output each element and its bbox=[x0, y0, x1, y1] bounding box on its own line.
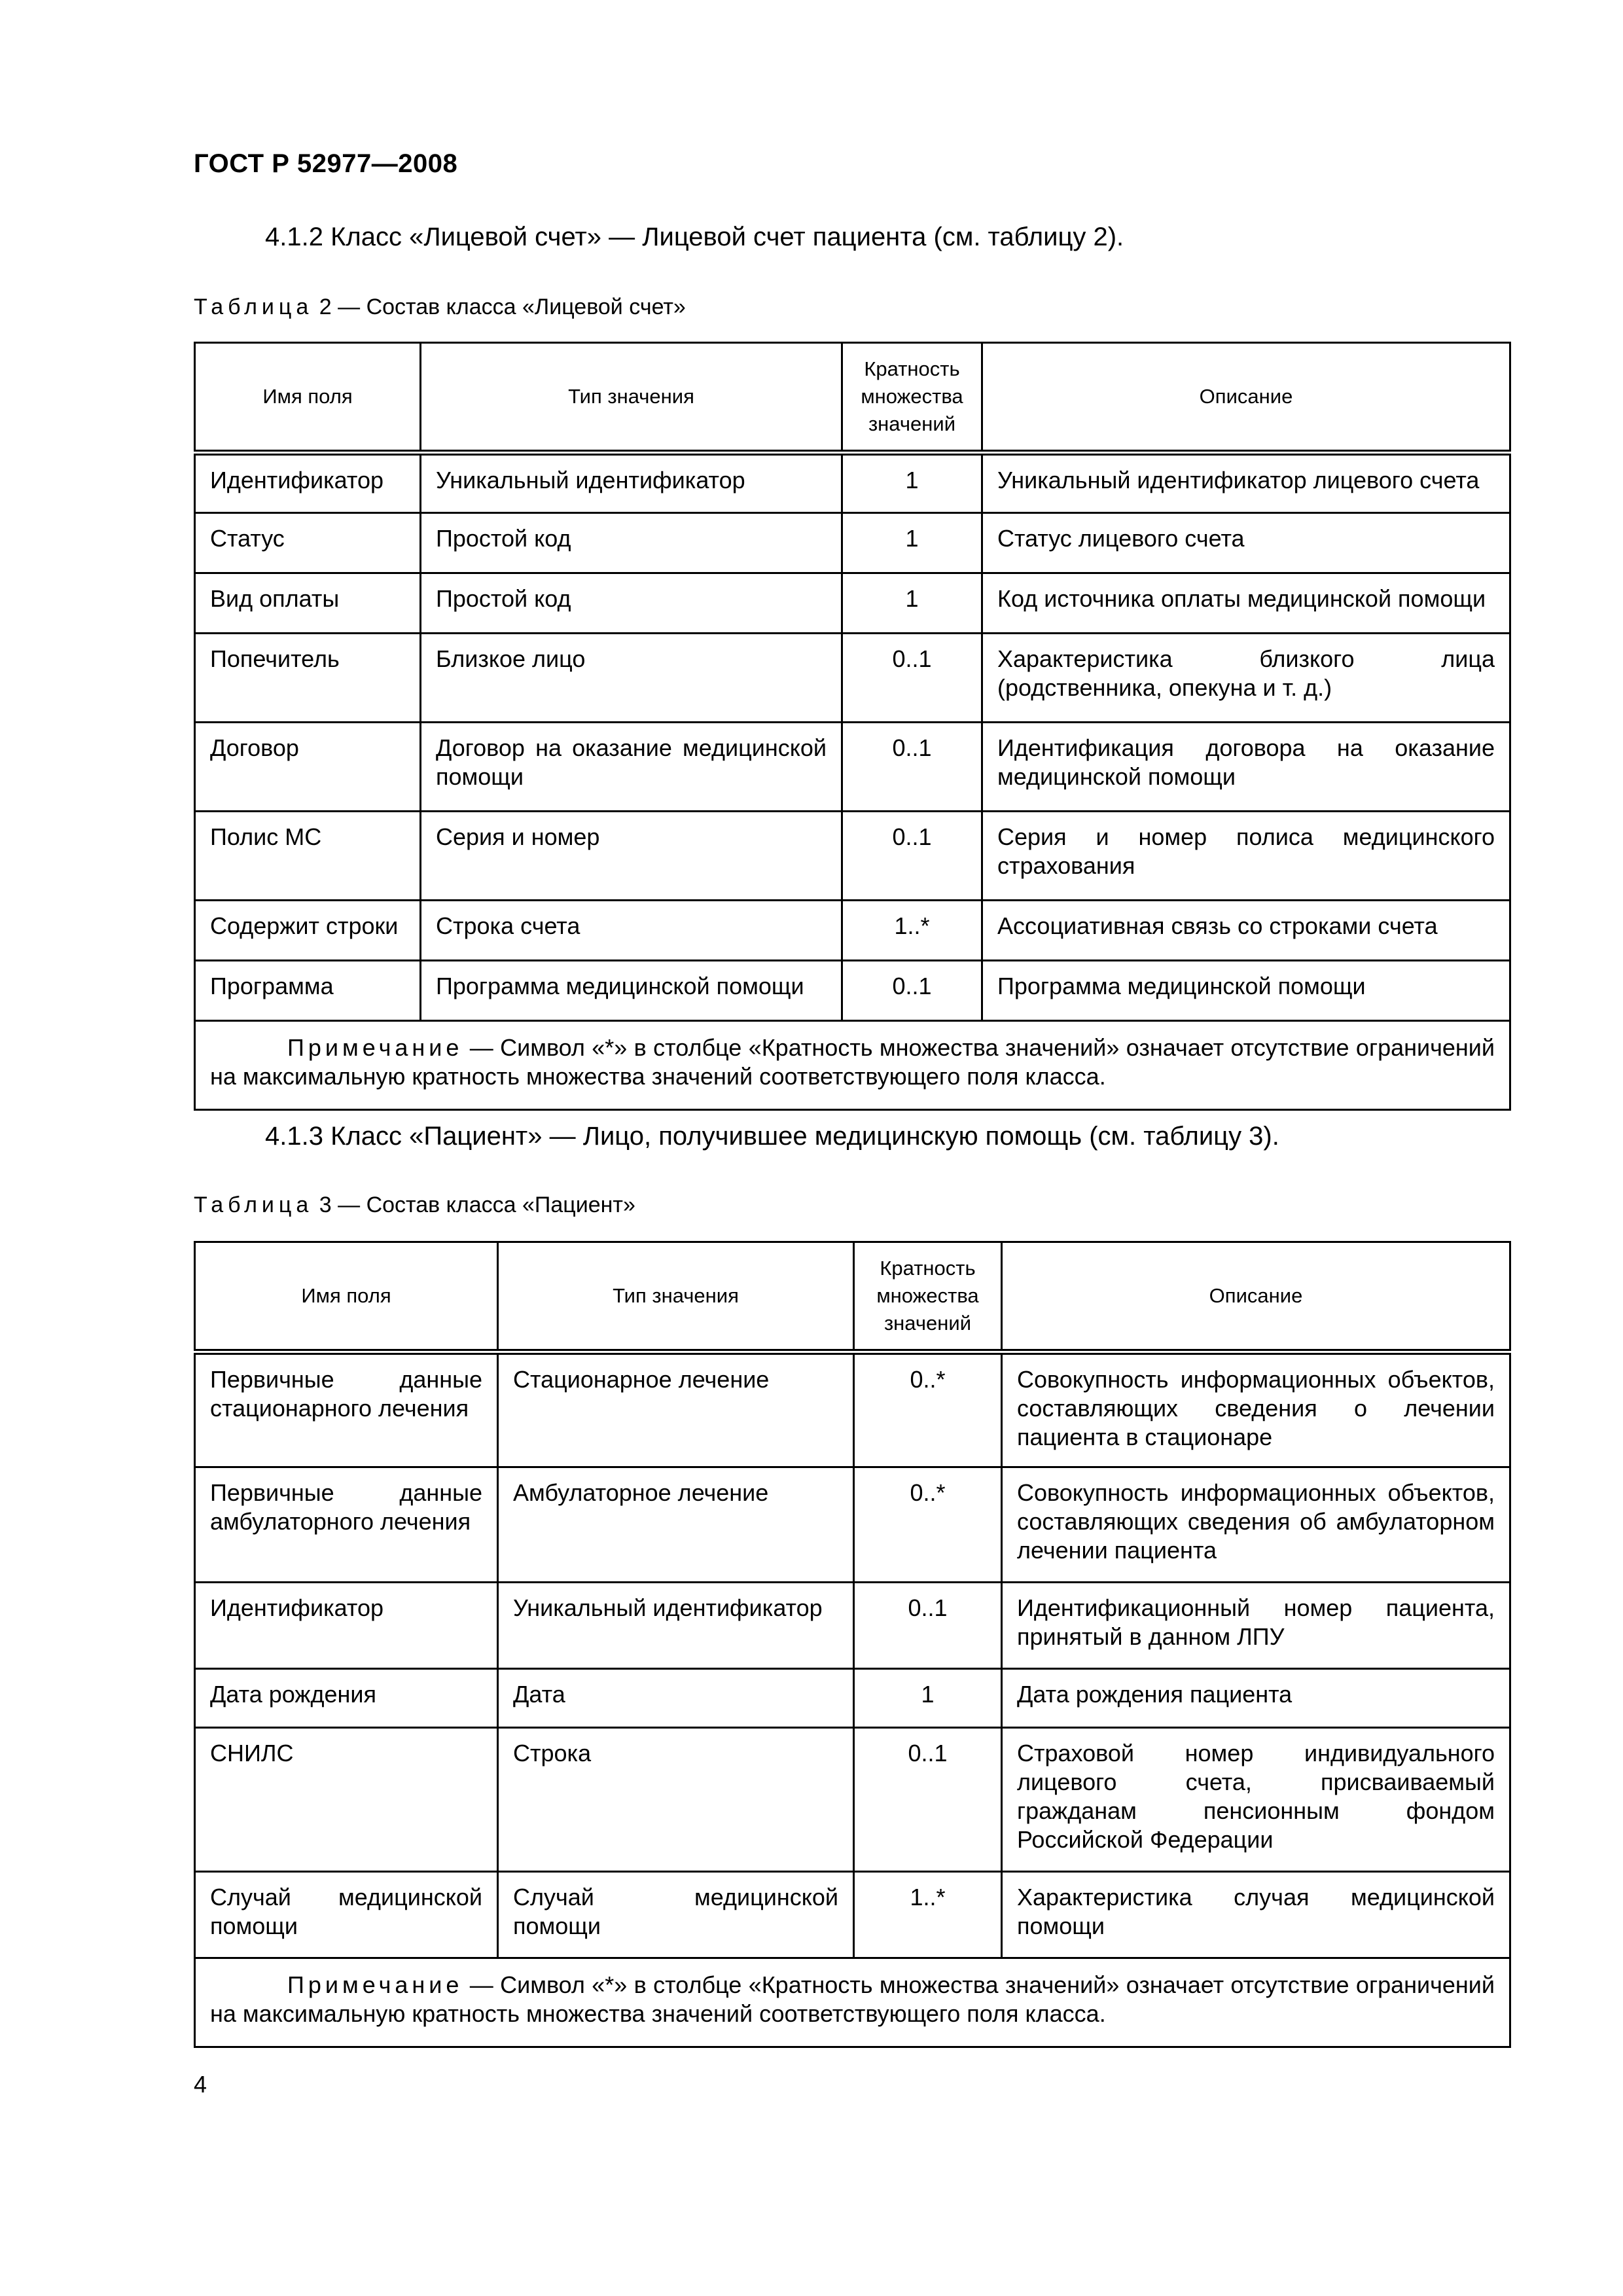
field-name-cell: Договор bbox=[195, 723, 421, 812]
column-header: Кратность множества значений bbox=[842, 343, 982, 453]
table-row bbox=[195, 1728, 1510, 1872]
table-2-account bbox=[194, 342, 1511, 1111]
table-3-patient bbox=[194, 1241, 1511, 2048]
value-type-cell: Стационарное лечение bbox=[498, 1352, 854, 1467]
multiplicity-cell: 0..1 bbox=[842, 961, 982, 1021]
note-label: Примечание bbox=[287, 1971, 463, 1998]
description-cell: Характеристика случая медицинской помощи bbox=[1002, 1872, 1510, 1958]
value-type-cell: Случай медицинской помощи bbox=[498, 1872, 854, 1958]
field-name-cell: Первичные данные амбулаторного лечения bbox=[195, 1467, 498, 1583]
table-row bbox=[195, 812, 1510, 901]
table-note bbox=[195, 1958, 1510, 2047]
table-row bbox=[195, 573, 1510, 634]
note-label: Примечание bbox=[287, 1034, 463, 1061]
column-header: Имя поля bbox=[195, 1242, 498, 1352]
table-row bbox=[195, 1583, 1510, 1669]
multiplicity-cell: 0..1 bbox=[842, 634, 982, 723]
column-header: Тип значения bbox=[498, 1242, 854, 1352]
description-cell: Характеристика близкого лица (родственника, опекуна и т. д.) bbox=[982, 634, 1510, 723]
value-type-cell: Программа медицинской помощи bbox=[421, 961, 842, 1021]
page-number: 4 bbox=[194, 2071, 207, 2098]
note-text: — Символ «*» в столбце «Кратность множества значений» означает отсутствие ограничений на максимальную кратность множества значений соответствующего поля класса. bbox=[210, 1971, 1495, 2027]
multiplicity-cell: 0..* bbox=[854, 1467, 1002, 1583]
multiplicity-cell: 1..* bbox=[842, 901, 982, 961]
value-type-cell: Амбулаторное лечение bbox=[498, 1467, 854, 1583]
table-note-row bbox=[195, 1958, 1510, 2047]
field-name-cell: СНИЛС bbox=[195, 1728, 498, 1872]
field-name-cell: Попечитель bbox=[195, 634, 421, 723]
document-header: ГОСТ Р 52977—2008 bbox=[194, 149, 458, 178]
table-row bbox=[195, 453, 1510, 513]
description-cell: Уникальный идентификатор лицевого счета bbox=[982, 453, 1510, 513]
multiplicity-cell: 1 bbox=[842, 513, 982, 573]
description-cell: Код источника оплаты медицинской помощи bbox=[982, 573, 1510, 634]
field-name-cell: Полис МС bbox=[195, 812, 421, 901]
multiplicity-cell: 0..1 bbox=[842, 723, 982, 812]
table-caption-text: 2 — Состав класса «Лицевой счет» bbox=[319, 295, 686, 319]
field-name-cell: Дата рождения bbox=[195, 1669, 498, 1728]
column-header: Описание bbox=[982, 343, 1510, 453]
field-name-cell: Идентификатор bbox=[195, 1583, 498, 1669]
table-caption-2 bbox=[194, 295, 686, 320]
multiplicity-cell: 0..1 bbox=[854, 1728, 1002, 1872]
multiplicity-cell: 0..* bbox=[854, 1352, 1002, 1467]
table-caption-label: Таблица bbox=[194, 1193, 313, 1217]
multiplicity-cell: 1 bbox=[842, 573, 982, 634]
note-text: — Символ «*» в столбце «Кратность множества значений» означает отсутствие ограничений на максимальную кратность множества значений соответствующего поля класса. bbox=[210, 1034, 1495, 1090]
value-type-cell: Серия и номер bbox=[421, 812, 842, 901]
value-type-cell: Уникальный идентификатор bbox=[421, 453, 842, 513]
field-name-cell: Идентификатор bbox=[195, 453, 421, 513]
description-cell: Идентификационный номер пациента, принятый в данном ЛПУ bbox=[1002, 1583, 1510, 1669]
table-row bbox=[195, 961, 1510, 1021]
field-name-cell: Вид оплаты bbox=[195, 573, 421, 634]
field-name-cell: Первичные данные стационарного лечения bbox=[195, 1352, 498, 1467]
value-type-cell: Простой код bbox=[421, 573, 842, 634]
column-header: Кратность множества значений bbox=[854, 1242, 1002, 1352]
description-cell: Страховой номер индивидуального лицевого счета, присваиваемый гражданам пенсионным фондом Российской Федерации bbox=[1002, 1728, 1510, 1872]
value-type-cell: Договор на оказание медицинской помощи bbox=[421, 723, 842, 812]
table-caption-text: 3 — Состав класса «Пациент» bbox=[319, 1193, 635, 1217]
multiplicity-cell: 1..* bbox=[854, 1872, 1002, 1958]
value-type-cell: Строка bbox=[498, 1728, 854, 1872]
column-header: Тип значения bbox=[421, 343, 842, 453]
section-heading-4-1-3: 4.1.3 Класс «Пациент» — Лицо, получившее медицинскую помощь (см. таблицу 3). bbox=[265, 1122, 1279, 1151]
table-row bbox=[195, 723, 1510, 812]
value-type-cell: Близкое лицо bbox=[421, 634, 842, 723]
field-name-cell: Программа bbox=[195, 961, 421, 1021]
value-type-cell: Уникальный идентификатор bbox=[498, 1583, 854, 1669]
multiplicity-cell: 0..1 bbox=[842, 812, 982, 901]
description-cell: Серия и номер полиса медицинского страхования bbox=[982, 812, 1510, 901]
column-header: Имя поля bbox=[195, 343, 421, 453]
description-cell: Статус лицевого счета bbox=[982, 513, 1510, 573]
description-cell: Совокупность информационных объектов, составляющих сведения о лечении пациента в стационаре bbox=[1002, 1352, 1510, 1467]
column-header: Описание bbox=[1002, 1242, 1510, 1352]
description-cell: Ассоциативная связь со строками счета bbox=[982, 901, 1510, 961]
field-name-cell: Статус bbox=[195, 513, 421, 573]
section-heading-4-1-2: 4.1.2 Класс «Лицевой счет» — Лицевой счет пациента (см. таблицу 2). bbox=[265, 223, 1124, 251]
table-row bbox=[195, 513, 1510, 573]
description-cell: Дата рождения пациента bbox=[1002, 1669, 1510, 1728]
description-cell: Совокупность информационных объектов, составляющих сведения об амбулаторном лечении пациента bbox=[1002, 1467, 1510, 1583]
table-caption-3 bbox=[194, 1193, 635, 1218]
field-name-cell: Случай медицинской помощи bbox=[195, 1872, 498, 1958]
table-row bbox=[195, 1872, 1510, 1958]
multiplicity-cell: 1 bbox=[842, 453, 982, 513]
table-row bbox=[195, 634, 1510, 723]
description-cell: Программа медицинской помощи bbox=[982, 961, 1510, 1021]
description-cell: Идентификация договора на оказание медицинской помощи bbox=[982, 723, 1510, 812]
table-row bbox=[195, 1352, 1510, 1467]
value-type-cell: Дата bbox=[498, 1669, 854, 1728]
table-caption-label: Таблица bbox=[194, 295, 313, 319]
table-note-row bbox=[195, 1021, 1510, 1110]
field-name-cell: Содержит строки bbox=[195, 901, 421, 961]
value-type-cell: Простой код bbox=[421, 513, 842, 573]
multiplicity-cell: 1 bbox=[854, 1669, 1002, 1728]
table-note bbox=[195, 1021, 1510, 1110]
multiplicity-cell: 0..1 bbox=[854, 1583, 1002, 1669]
table-row bbox=[195, 1669, 1510, 1728]
table-row bbox=[195, 1467, 1510, 1583]
table-row bbox=[195, 901, 1510, 961]
value-type-cell: Строка счета bbox=[421, 901, 842, 961]
